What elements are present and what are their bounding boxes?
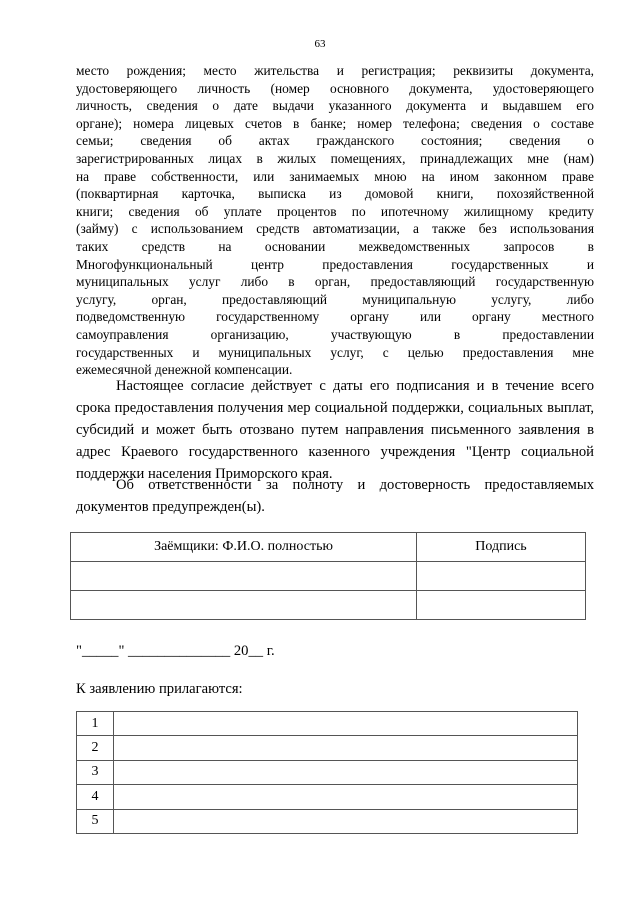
signature-header: Подпись <box>417 533 586 562</box>
table-row <box>77 785 578 809</box>
signature-cell[interactable] <box>417 591 586 620</box>
borrower-name-cell[interactable] <box>71 562 417 591</box>
text-line: (займу) с использованием средств автоматизации, а также без использования <box>76 221 594 237</box>
table-row <box>77 809 578 833</box>
table-row <box>77 712 578 736</box>
text-line: подведомственную государственному органу или органу местного <box>76 309 594 325</box>
attachments-table <box>76 711 578 834</box>
attachment-cell[interactable] <box>114 760 578 784</box>
signature-cell[interactable] <box>417 562 586 591</box>
table-row <box>71 562 586 591</box>
consent-validity-paragraph: Настоящее согласие действует с даты его подписания и в течение всего срока предоставления получения мер социальной поддержки, социальных выплат, субсидий и может быть отозвано путем направления письменного заявления в адрес Краевого государственного казенного учреждения "Центр социальной поддержки населения Приморского края. <box>76 378 594 482</box>
date-line: "_____" ______________ 20__ г. <box>76 643 275 659</box>
borrower-name-cell[interactable] <box>71 591 417 620</box>
table-header-row <box>71 533 586 562</box>
text-line: таких средств на основании межведомственных запросов в <box>76 238 594 254</box>
consent-text-block <box>76 62 594 379</box>
table-row <box>77 736 578 760</box>
attachment-cell[interactable] <box>114 712 578 736</box>
row-number: 3 <box>77 760 114 784</box>
text-line: государственных и муниципальных услуг, с целью предоставления мне <box>76 344 594 360</box>
text-line: удостоверяющего личность (номер основного документа, удостоверяющего <box>76 80 594 96</box>
page-number: 63 <box>314 38 326 50</box>
text-line: ежемесячной денежной компенсации. <box>76 362 293 378</box>
text-line: место рождения; место жительства и регистрация; реквизиты документа, <box>76 63 594 78</box>
text-line: органе); номера лицевых счетов в банке; номер телефона; сведения о составе <box>76 115 594 131</box>
attachment-cell[interactable] <box>114 809 578 833</box>
text-line: семьи; сведения об актах гражданского состояния; сведения о <box>76 133 594 149</box>
text-line: книги; сведения об уплате процентов по ипотечному жилищному кредиту <box>76 203 594 219</box>
responsibility-paragraph: Об ответственности за полноту и достоверность предоставляемых документов предупрежден(ы). <box>76 477 594 515</box>
text-line: муниципальных услуг либо в орган, предоставляющий государственную <box>76 274 594 290</box>
text-line: самоуправления организацию, участвующую в предоставлении <box>76 326 594 342</box>
attachment-cell[interactable] <box>114 785 578 809</box>
text-line: услугу, орган, предоставляющий муниципальную услугу, либо <box>76 291 594 307</box>
text-line: Многофункциональный центр предоставления государственных и <box>76 256 594 272</box>
text-line: на праве собственности, или занимаемых мною на ином законном праве <box>76 168 594 184</box>
table-row <box>71 591 586 620</box>
row-number: 1 <box>77 712 114 736</box>
row-number: 2 <box>77 736 114 760</box>
text-line: (поквартирная карточка, выписка из домовой книги, похозяйственной <box>76 186 594 202</box>
row-number: 5 <box>77 809 114 833</box>
signature-table <box>70 532 586 620</box>
attachments-title: К заявлению прилагаются: <box>76 681 243 697</box>
borrowers-name-header: Заёмщики: Ф.И.О. полностью <box>71 533 417 562</box>
row-number: 4 <box>77 785 114 809</box>
attachment-cell[interactable] <box>114 736 578 760</box>
text-line: зарегистрированных лицах в жилых помещениях, принадлежащих мне (нам) <box>76 150 594 166</box>
text-line: личность, сведения о дате выдачи указанного документа и выдавшем его <box>76 98 594 114</box>
table-row <box>77 760 578 784</box>
